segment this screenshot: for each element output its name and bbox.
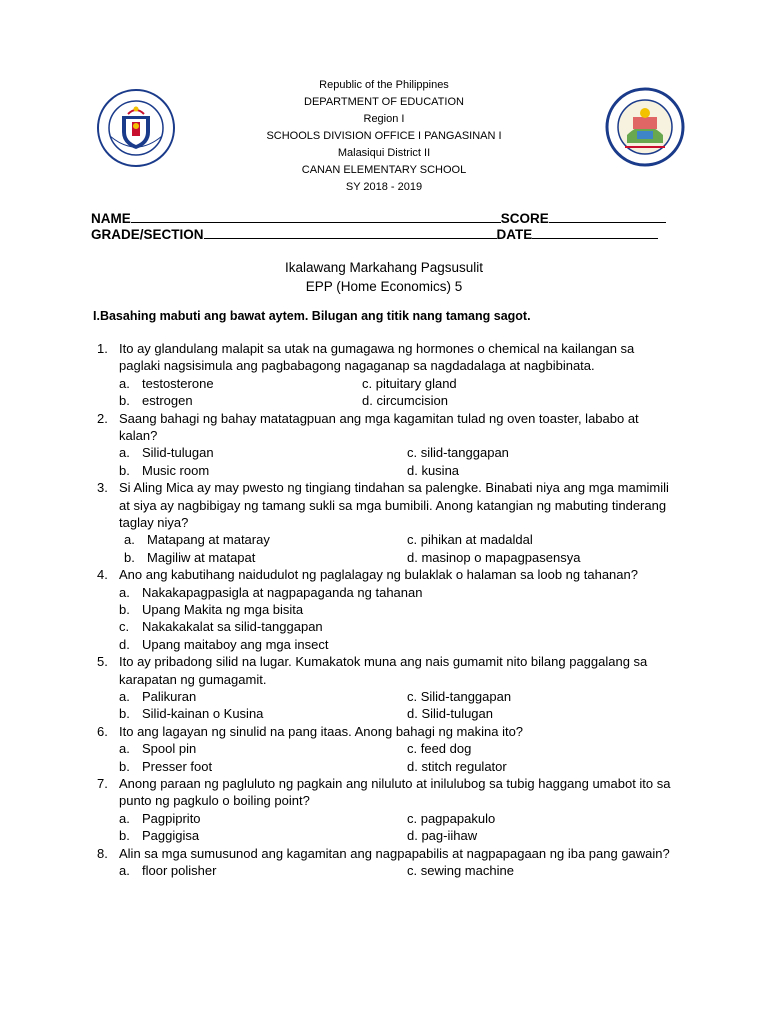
choice-option[interactable]: c. feed dog: [407, 741, 472, 757]
choice-text: Paggigisa: [142, 828, 200, 844]
question-item: [0, 479, 768, 566]
choice-option[interactable]: [119, 618, 323, 635]
choice-option[interactable]: c. silid-tanggapan: [407, 445, 509, 461]
choice-option[interactable]: [119, 810, 201, 827]
grade-section-blank[interactable]: [204, 227, 497, 239]
choice-option[interactable]: [119, 584, 422, 601]
score-blank[interactable]: [549, 211, 666, 223]
choice-letter: b.: [119, 706, 130, 722]
choice-row: [0, 601, 768, 618]
subject-title: EPP (Home Economics) 5: [305, 279, 463, 294]
choice-text: Silid-kainan o Kusina: [142, 706, 264, 722]
exam-titles: [0, 258, 768, 296]
name-blank[interactable]: [131, 211, 501, 223]
question-number: 4.: [97, 567, 108, 583]
choice-row: [0, 740, 768, 757]
choice-option[interactable]: c. pihikan at madaldal: [407, 532, 533, 548]
choice-text: Upang maitaboy ang mga insect: [142, 636, 329, 652]
choice-option[interactable]: c. pagpapakulo: [407, 810, 496, 826]
question-text: Si Aling Mica ay may pwesto ng tingiang tindahan sa palengke. Binabati niya ang mga mamimili at siya ay nagbibigay ng tamang sukli sa mga bumibili. Anong katangian ng mabuting tinderang taglay niya?: [119, 480, 669, 530]
header-district: Malasiqui District II: [337, 147, 431, 159]
choice-text: floor polisher: [142, 862, 217, 878]
question-list: [0, 340, 768, 879]
choice-letter: a.: [119, 688, 130, 704]
choice-option[interactable]: c. pituitary gland: [362, 375, 457, 391]
choice-option[interactable]: [119, 862, 216, 879]
choice-letter: a.: [119, 375, 130, 391]
choice-letter: a.: [119, 810, 130, 826]
choice-row: [0, 618, 768, 635]
choice-option[interactable]: d. Silid-tulugan: [407, 706, 493, 722]
header-region: Region I: [363, 113, 405, 125]
choice-row: [0, 392, 768, 409]
choice-option[interactable]: c. sewing machine: [407, 862, 514, 878]
choice-row: [0, 462, 768, 479]
choice-row: [0, 688, 768, 705]
question-number: 3.: [97, 480, 108, 496]
document-header: [0, 77, 768, 196]
student-info-fields: [91, 211, 691, 243]
header-school: CANAN ELEMENTARY SCHOOL: [301, 164, 467, 176]
header-republic: Republic of the Philippines: [319, 79, 449, 91]
choice-row: [0, 862, 768, 879]
choice-option[interactable]: [119, 758, 212, 775]
choice-row: [0, 531, 768, 548]
question-text: Ito ay glandulang malapit sa utak na gumagawa ng hormones o chemical na kailangan sa paglaki nagsisimula ang pagbabagong nagaganap sa nagdadalaga at nagbibinata.: [119, 341, 635, 374]
choice-row: [0, 827, 768, 844]
choice-option[interactable]: [119, 392, 193, 409]
choice-option[interactable]: [119, 462, 209, 479]
choice-letter: b.: [119, 393, 130, 409]
choice-option[interactable]: [119, 705, 263, 722]
question-number: 6.: [97, 723, 108, 739]
question-number: 1.: [97, 341, 108, 356]
choice-letter: b.: [119, 828, 130, 844]
question-number: 7.: [97, 775, 108, 791]
choice-text: Nakakakalat sa silid-tanggapan: [142, 619, 323, 635]
header-school-year: SY 2018 - 2019: [345, 181, 423, 193]
choice-option[interactable]: d. circumcision: [362, 393, 448, 409]
choice-option[interactable]: [124, 549, 255, 566]
question-item: [0, 723, 768, 775]
choice-text: Matapang at mataray: [147, 532, 270, 548]
choice-option[interactable]: [119, 444, 214, 461]
choice-letter: a.: [119, 584, 130, 600]
choice-text: testosterone: [142, 375, 214, 391]
question-text: Ito ang lagayan ng sinulid na pang itaas. Anong bahagi ng makina ito?: [119, 723, 524, 739]
header-division: SCHOOLS DIVISION OFFICE I PANGASINAN I: [266, 130, 502, 142]
choice-option[interactable]: [119, 740, 196, 757]
choice-option[interactable]: [119, 601, 303, 618]
choice-letter: a.: [119, 445, 130, 461]
choice-letter: a.: [119, 741, 130, 757]
question-item: [0, 653, 768, 723]
question-number: 2.: [97, 410, 108, 426]
choice-option[interactable]: d. pag-iihaw: [407, 828, 478, 844]
question-item: [0, 775, 768, 845]
choice-letter: c.: [119, 619, 130, 635]
question-text: Ano ang kabutihang naidudulot ng paglalagay ng bulaklak o halaman sa loob ng tahanan?: [119, 567, 638, 583]
choice-letter: b.: [119, 462, 130, 478]
choice-row: [0, 549, 768, 566]
choice-row: [0, 705, 768, 722]
date-label: DATE: [496, 227, 533, 242]
choice-option[interactable]: d. stitch regulator: [407, 758, 507, 774]
question-text: Anong paraan ng pagluluto ng pagkain ang niluluto at inilulubog sa tubig haggang umabot ito sa punto ng pagkulo o boiling point?: [119, 775, 671, 809]
choice-letter: d.: [119, 636, 130, 652]
instruction-text: I.Basahing mabuti ang bawat aytem. Bilugan ang titik nang tamang sagot.: [93, 309, 531, 323]
header-department: DEPARTMENT OF EDUCATION: [304, 96, 464, 108]
choice-row: [0, 636, 768, 653]
choice-row: [0, 584, 768, 601]
choice-row: [0, 375, 768, 392]
choice-row: [0, 444, 768, 461]
choice-row: [0, 758, 768, 775]
choice-text: Pagpiprito: [142, 810, 201, 826]
question-item: [0, 340, 768, 410]
question-number: 8.: [97, 845, 108, 861]
choice-text: Upang Makita ng mga bisita: [142, 601, 304, 617]
exam-title: Ikalawang Markahang Pagsusulit: [284, 260, 484, 275]
date-blank[interactable]: [532, 227, 658, 239]
choice-option[interactable]: [124, 531, 270, 548]
score-label: SCORE: [500, 211, 549, 226]
question-text: Saang bahagi ng bahay matatagpuan ang mga kagamitan tulad ng oven toaster, lababo at kalan?: [119, 410, 639, 443]
choice-text: Silid-tulugan: [142, 445, 214, 461]
choice-letter: a.: [124, 532, 135, 548]
choice-option[interactable]: c. Silid-tanggapan: [407, 688, 512, 704]
choice-text: Palikuran: [142, 688, 197, 704]
choice-option[interactable]: [119, 688, 196, 705]
question-text: Alin sa mga sumusunod ang kagamitan ang nagpapabilis at nagpapagaan ng iba pang gawain?: [119, 845, 670, 861]
choice-text: Presser foot: [142, 758, 213, 774]
name-label: NAME: [91, 211, 131, 226]
question-number: 5.: [97, 654, 108, 670]
choice-text: Music room: [142, 462, 210, 478]
choice-text: estrogen: [142, 393, 193, 409]
choice-letter: a.: [119, 862, 130, 878]
choice-letter: b.: [124, 549, 135, 565]
choice-letter: b.: [119, 601, 130, 617]
choice-row: [0, 810, 768, 827]
question-item: [0, 410, 768, 480]
choice-option[interactable]: d. kusina: [407, 462, 460, 478]
question-item: [0, 566, 768, 653]
question-item: [0, 845, 768, 880]
choice-option[interactable]: [119, 636, 328, 653]
choice-option[interactable]: d. masinop o mapagpasensya: [407, 549, 581, 565]
choice-text: Nakakapagpasigla at nagpapaganda ng tahanan: [142, 584, 423, 600]
choice-letter: b.: [119, 758, 130, 774]
choice-text: Spool pin: [142, 741, 197, 757]
choice-option[interactable]: [119, 375, 214, 392]
choice-text: Magiliw at matapat: [147, 549, 256, 565]
choice-option[interactable]: [119, 827, 199, 844]
question-text: Ito ay pribadong silid na lugar. Kumakatok muna ang nais gumamit nito bilang paggalang sa karapatan ng gumagamit.: [119, 654, 648, 687]
grade-section-label: GRADE/SECTION: [91, 227, 204, 242]
